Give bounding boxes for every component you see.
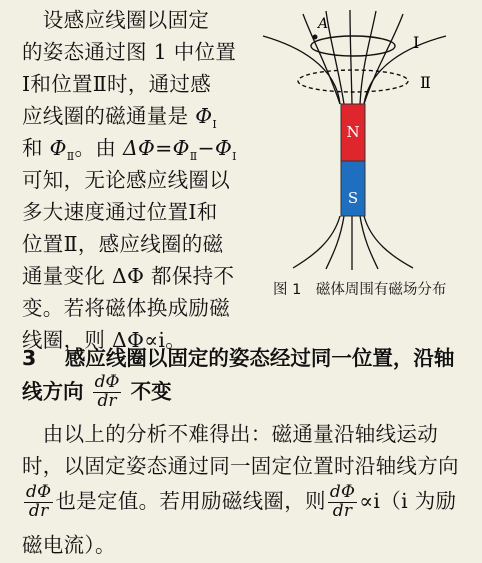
paragraph-line-5 xyxy=(22,138,237,162)
fraction-dphi-dr-3 xyxy=(328,484,357,521)
phi-symbol-2: Φ xyxy=(49,136,67,160)
coil-position-II xyxy=(298,70,408,92)
paragraph-line-8: 位置Ⅱ，感应线圈的磁 xyxy=(22,232,224,256)
paragraph-line-2: 的姿态通过图 1 中位置 xyxy=(22,40,237,64)
subscript-c: Ⅰ xyxy=(232,150,237,164)
point-A xyxy=(313,35,318,40)
fraction3-numerator: dΦ xyxy=(329,482,356,502)
paragraph-line-1: 设感应线圈以固定 xyxy=(22,8,210,32)
conclusion-line-3 xyxy=(22,484,456,521)
phi-symbol: Φ xyxy=(195,104,213,128)
label-A: A xyxy=(318,16,329,32)
fraction-numerator: dΦ xyxy=(94,372,120,392)
figure-caption: 图 1 磁体周围有磁场分布 xyxy=(273,282,447,298)
paragraph-line-3: Ⅰ和位置Ⅱ时，通过感 xyxy=(22,72,212,96)
fraction2-denominator: dr xyxy=(28,500,49,521)
coil-position-I xyxy=(311,36,395,56)
paragraph-line-7: 多大速度通过位置Ⅰ和 xyxy=(22,200,218,224)
conclusion-line3-mid: 也是定值。若用励磁线圈，则 xyxy=(55,488,326,513)
phi-c: Φ xyxy=(215,136,233,160)
subscript-II: Ⅱ xyxy=(66,150,75,164)
section-title-line1: 感应线圈以固定的姿态经过同一位置，沿轴 xyxy=(64,346,455,370)
section-number: 3 xyxy=(22,346,37,370)
label-N: N xyxy=(346,123,360,141)
paragraph-line-9: 通量变化 ΔΦ 都保持不 xyxy=(22,264,235,288)
fraction-dphi-dr-2 xyxy=(24,484,53,521)
section-heading xyxy=(22,341,454,371)
fraction-denominator: dr xyxy=(97,390,117,411)
label-S: S xyxy=(347,189,359,207)
section-heading-line2 xyxy=(22,374,172,411)
conclusion-line-1: 由以上的分析不难得出：磁通量沿轴线运动 xyxy=(22,422,438,446)
fraction2-numerator: dΦ xyxy=(26,482,52,502)
phi-b: Φ xyxy=(172,136,190,160)
line4-prefix: 应线圈的磁通量是 xyxy=(22,104,196,128)
conclusion-line3-end: ∝i（i 为励 xyxy=(359,488,457,513)
section-title-suffix: 不变 xyxy=(123,379,172,404)
middle-text: 。由 xyxy=(74,136,123,160)
subscript-I: Ⅰ xyxy=(212,118,217,132)
magnet-field-figure xyxy=(258,6,478,271)
paragraph-line-10: 变。若将磁体换成励磁 xyxy=(22,296,230,320)
and-word: 和 xyxy=(22,136,50,160)
conclusion-line-2: 时，以固定姿态通过同一固定位置时沿轴线方向 xyxy=(22,454,459,478)
delta-phi: ΔΦ xyxy=(122,136,156,160)
equals-sign: = xyxy=(155,136,173,160)
section-title-prefix: 线方向 xyxy=(22,379,91,404)
subscript-b: Ⅱ xyxy=(189,150,198,164)
fraction3-denominator: dr xyxy=(332,500,353,521)
paragraph-line-4 xyxy=(22,106,217,130)
minus-sign: − xyxy=(197,136,216,160)
label-position-II: Ⅱ xyxy=(420,73,431,92)
paragraph-line-11: 线圈，则 ΔΦ∝i。 xyxy=(22,328,187,352)
paragraph-line-6: 可知，无论感应线圈以 xyxy=(22,168,230,192)
fraction-dphi-dr xyxy=(93,374,122,411)
conclusion-line-4: 磁电流）。 xyxy=(22,533,116,557)
label-position-I: Ⅰ xyxy=(413,33,420,52)
